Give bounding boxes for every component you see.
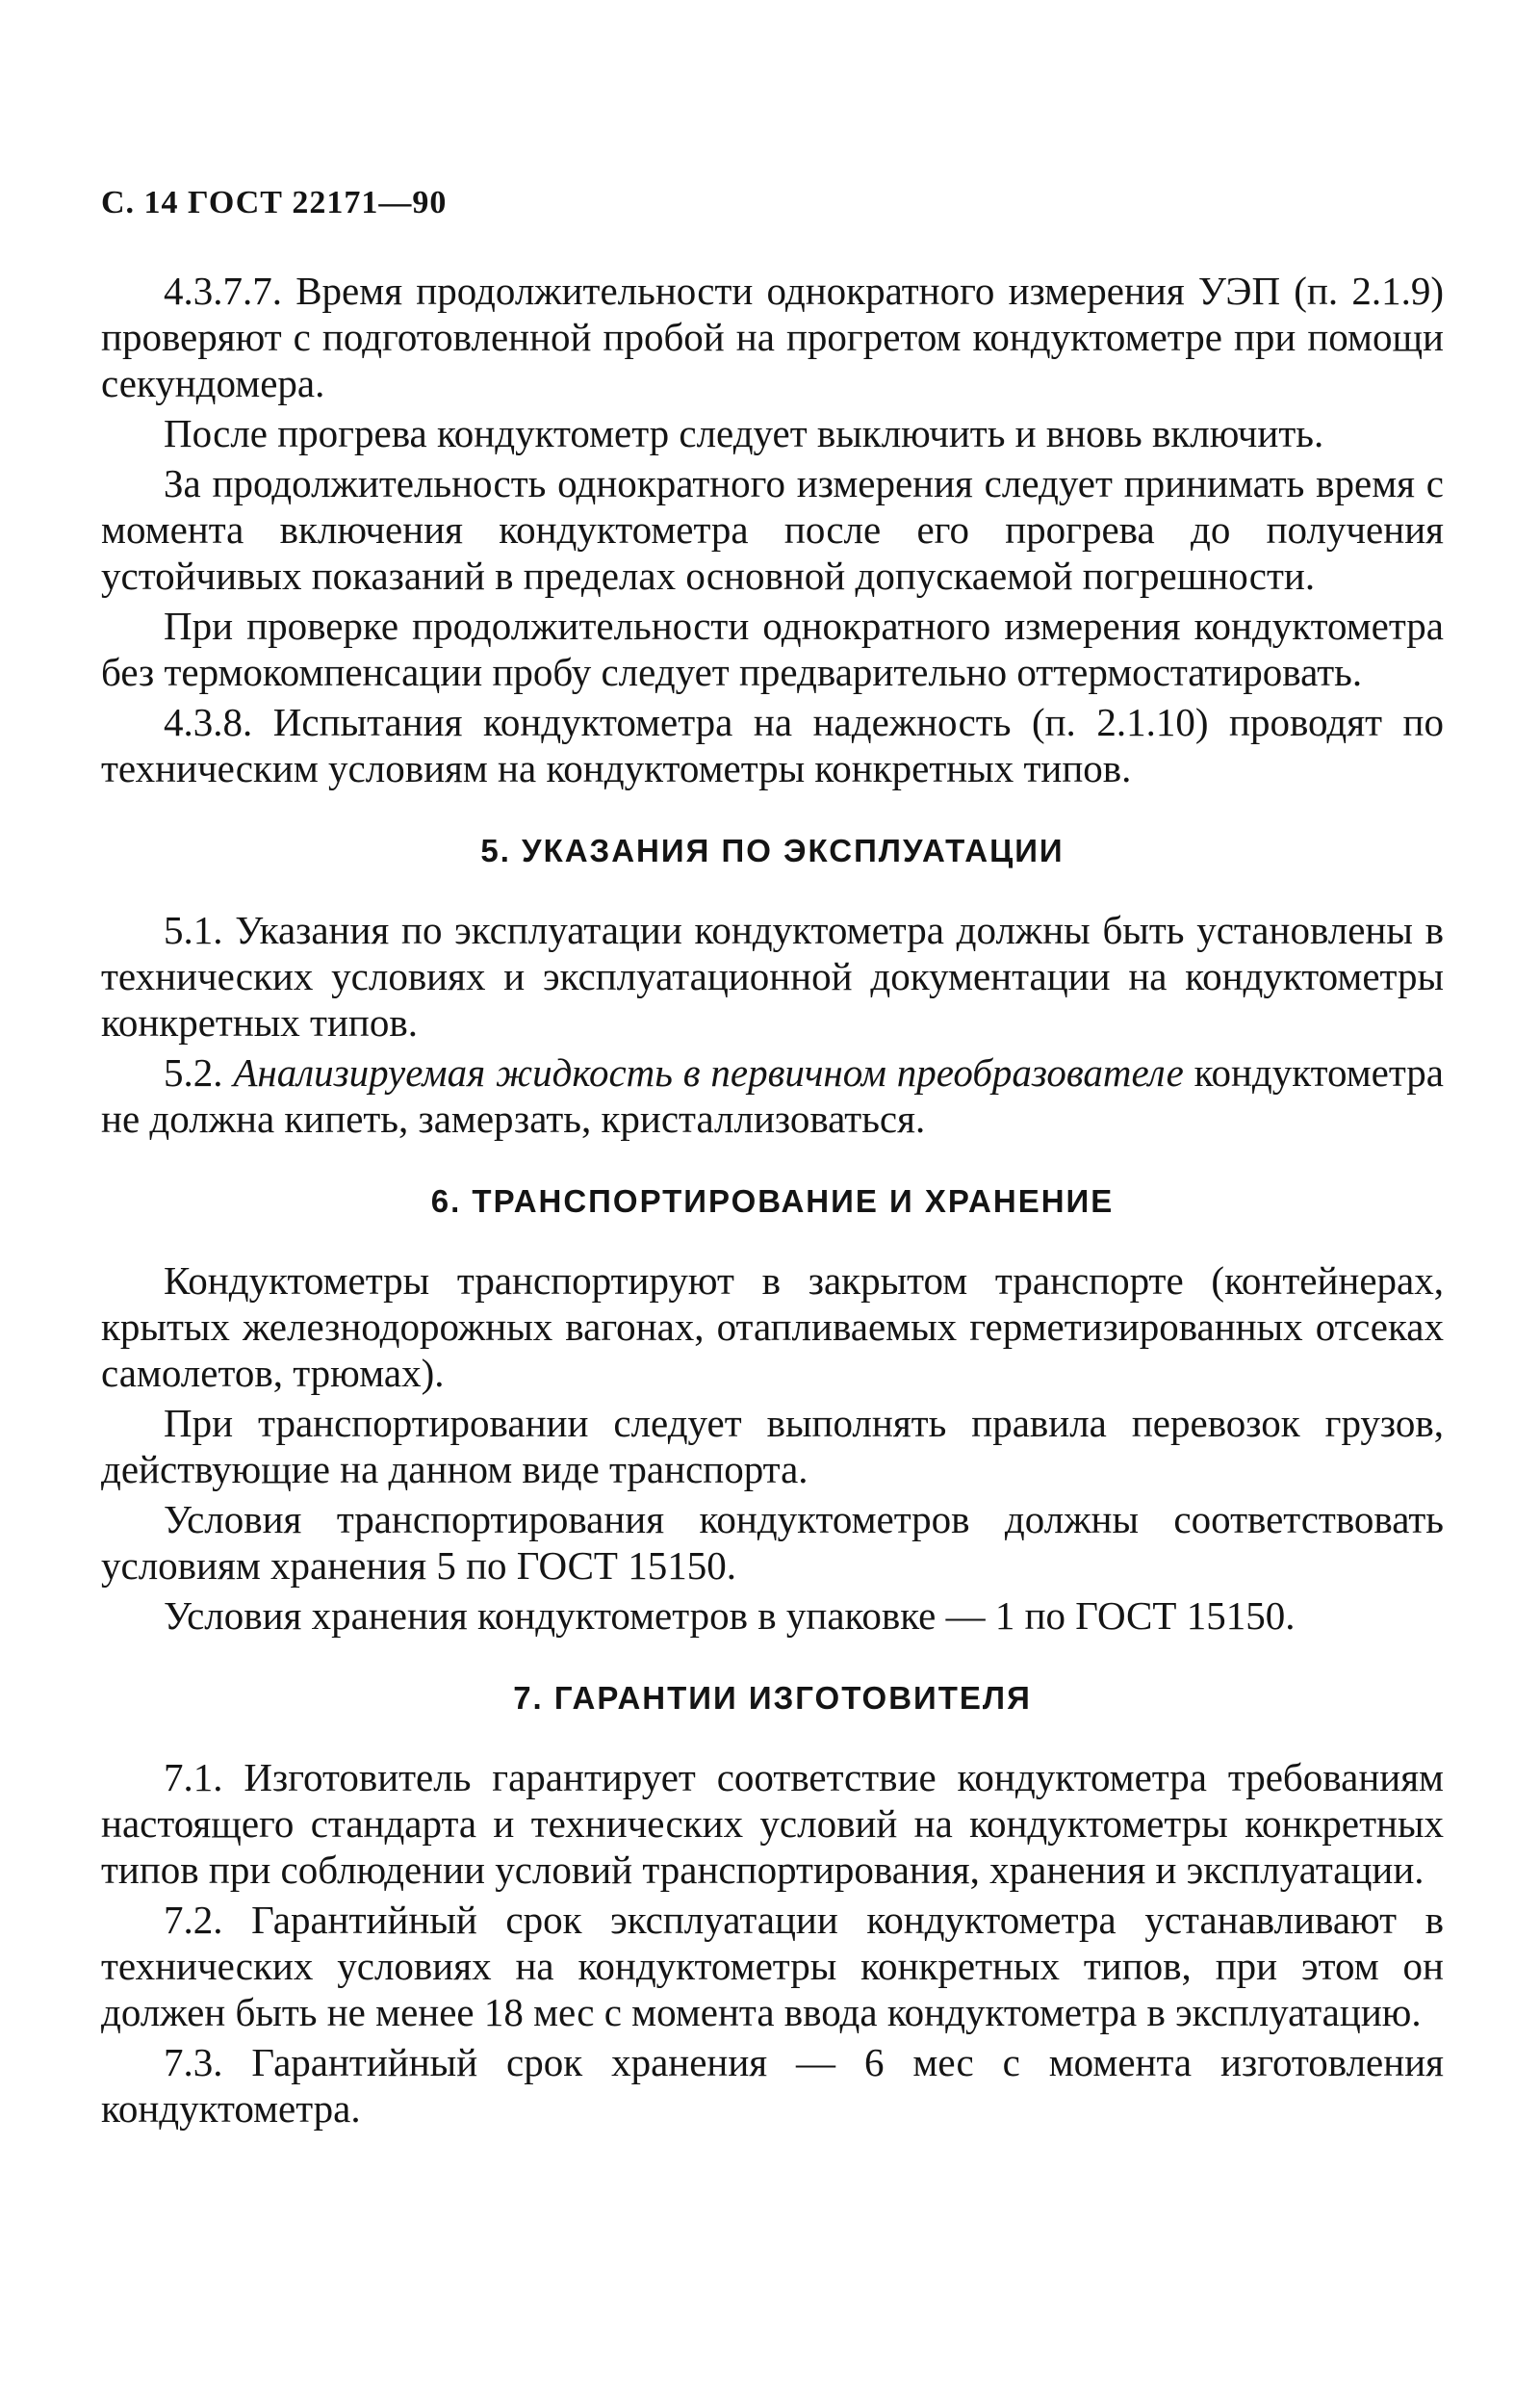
section-5-title: 5. УКАЗАНИЯ ПО ЭКСПЛУАТАЦИИ xyxy=(480,833,1065,868)
running-header: С. 14 ГОСТ 22171—90 xyxy=(101,185,448,220)
paragraph-5-1: 5.1. Указания по эксплуатации кондуктометра должны быть установлены в технических условиях и эксплуатационной документации на кондуктометры конкретных типов. xyxy=(101,908,1444,1045)
paragraph-transport-rules: При транспортировании следует выполнять правила перевозок грузов, действующие на данном виде транспорта. xyxy=(101,1401,1444,1491)
paragraph-7-1: 7.1. Изготовитель гарантирует соответствие кондуктометра требованиям настоящего стандарта и технических условий на кондуктометры конкретных типов при соблюдении условий транспортирования, хранения и эксплуатации. xyxy=(101,1755,1444,1892)
paragraph-duration-definition: За продолжительность однократного измерения следует принимать время с момента включения кондуктометра после его прогрева до получения устойчивых показаний в пределах основной допускаемой погрешности. xyxy=(101,461,1444,598)
paragraph-4-3-7-7: 4.3.7.7. Время продолжительности однократного измерения УЭП (п. 2.1.9) проверяют с подготовленной пробой на прогретом кондуктометре при помощи секундомера. xyxy=(101,269,1444,405)
paragraph-storage-conditions: Условия хранения кондуктометров в упаковке — 1 по ГОСТ 15150. xyxy=(164,1593,1296,1638)
paragraph-7-3: 7.3. Гарантийный срок хранения — 6 мес с момента изготовления кондуктометра. xyxy=(101,2040,1444,2131)
paragraph-transport-conditions: Условия транспортирования кондуктометров должны соответствовать условиям хранения 5 по ГОСТ 15150. xyxy=(101,1497,1444,1588)
paragraph-5-2-italic: Анализируемая жидкость в первичном преобразователе xyxy=(233,1050,1184,1095)
section-6-title: 6. ТРАНСПОРТИРОВАНИЕ И ХРАНЕНИЕ xyxy=(430,1183,1115,1219)
paragraph-5-2-rest: кондуктометра не должна кипеть, замерзать, кристаллизоваться. xyxy=(101,1050,1444,1141)
paragraph-warmup: После прогрева кондуктометр следует выключить и вновь включить. xyxy=(164,411,1324,455)
paragraph-5-2 xyxy=(101,1049,1444,1142)
paragraph-no-thermocompensation: При проверке продолжительности однократного измерения кондуктометра без термокомпенсации пробу следует предварительно оттермостатировать. xyxy=(101,604,1444,694)
paragraph-7-2: 7.2. Гарантийный срок эксплуатации кондуктометра устанавливают в технических условиях на кондуктометры конкретных типов, при этом он должен быть не менее 18 мес с момента ввода кондуктометра в эксплуатацию. xyxy=(101,1898,1444,2034)
paragraph-5-2-number: 5.2. xyxy=(164,1050,223,1095)
paragraph-4-3-8: 4.3.8. Испытания кондуктометра на надежность (п. 2.1.10) проводят по техническим условиям на кондуктометры конкретных типов. xyxy=(101,700,1444,790)
paragraph-transport: Кондуктометры транспортируют в закрытом транспорте (контейнерах, крытых железнодорожных вагонах, отапливаемых герметизированных отсеках самолетов, трюмах). xyxy=(101,1258,1444,1395)
section-7-title: 7. ГАРАНТИИ ИЗГОТОВИТЕЛЯ xyxy=(513,1680,1032,1716)
page-content xyxy=(101,268,1444,2135)
